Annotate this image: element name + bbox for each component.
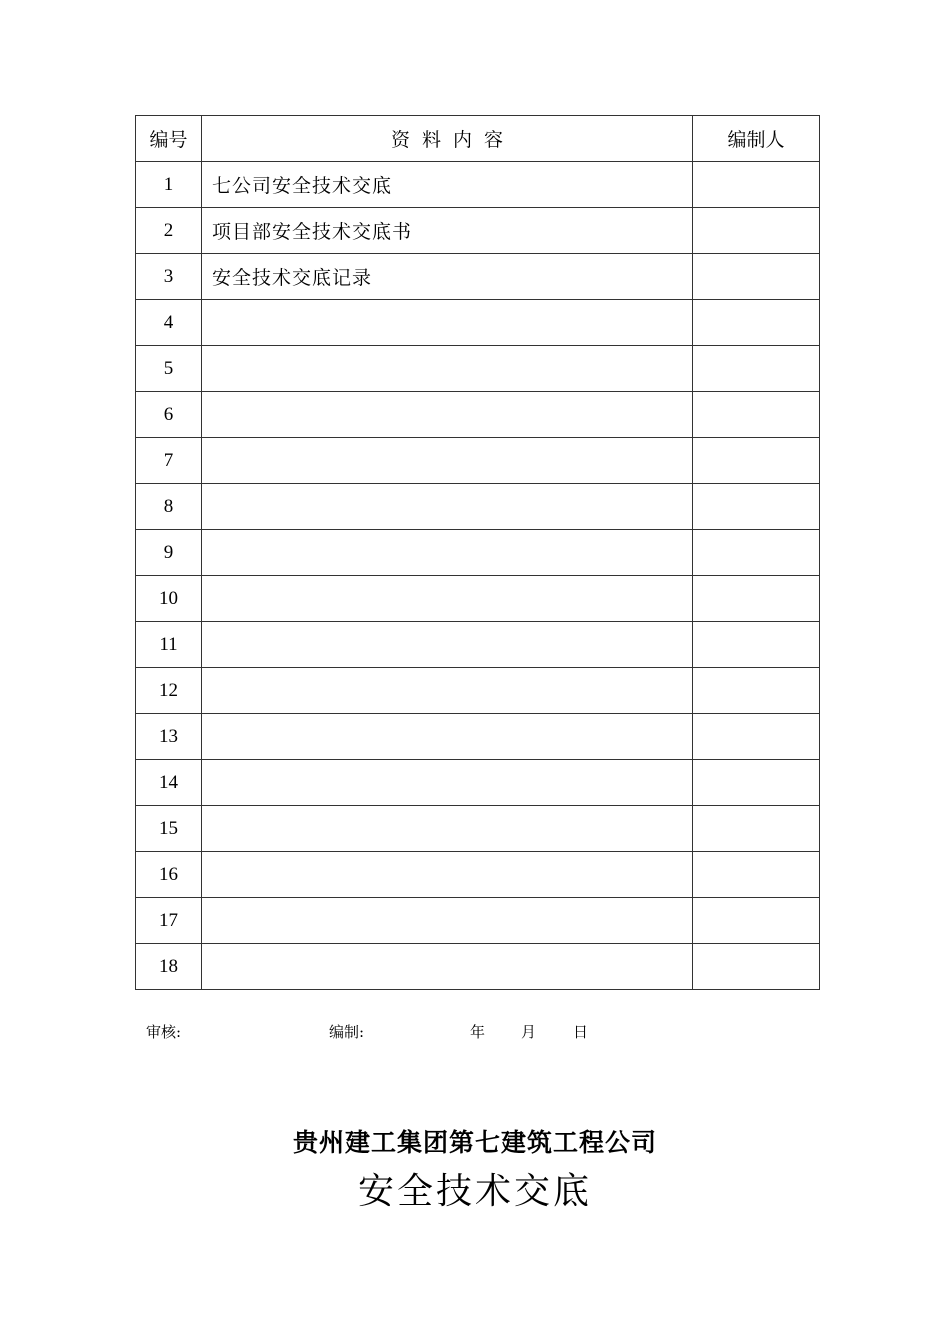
row-author [693, 392, 820, 438]
day-label: 日 [573, 1023, 589, 1041]
row-author [693, 806, 820, 852]
row-content [202, 852, 693, 898]
row-author [693, 162, 820, 208]
row-content: 七公司安全技术交底 [202, 162, 693, 208]
table-row [136, 300, 820, 346]
row-content [202, 714, 693, 760]
row-content [202, 346, 693, 392]
signature-line [146, 1021, 826, 1043]
row-number: 7 [136, 438, 202, 484]
row-author [693, 944, 820, 990]
document-index-table [135, 115, 820, 990]
document-title: 安全技术交底 [357, 1171, 592, 1212]
row-number: 12 [136, 668, 202, 714]
row-content [202, 622, 693, 668]
table-row [136, 944, 820, 990]
table-row [136, 346, 820, 392]
row-number: 14 [136, 760, 202, 806]
row-author [693, 714, 820, 760]
row-author [693, 438, 820, 484]
row-content [202, 898, 693, 944]
row-content: 安全技术交底记录 [202, 254, 693, 300]
table-row [136, 668, 820, 714]
row-content [202, 392, 693, 438]
header-author: 编制人 [693, 116, 820, 162]
company-name: 贵州建工集团第七建筑工程公司 [292, 1128, 657, 1157]
row-author [693, 760, 820, 806]
row-content [202, 944, 693, 990]
row-number: 9 [136, 530, 202, 576]
table-row [136, 208, 820, 254]
row-author [693, 300, 820, 346]
table-row [136, 852, 820, 898]
row-content: 项目部安全技术交底书 [202, 208, 693, 254]
table-row [136, 438, 820, 484]
table-row [136, 392, 820, 438]
table-body [136, 162, 820, 990]
table-row [136, 254, 820, 300]
row-author [693, 852, 820, 898]
row-author [693, 530, 820, 576]
row-number: 11 [136, 622, 202, 668]
row-number: 15 [136, 806, 202, 852]
review-label: 审核: [146, 1023, 182, 1041]
row-content [202, 530, 693, 576]
year-label: 年 [470, 1023, 486, 1041]
row-number: 16 [136, 852, 202, 898]
row-content [202, 760, 693, 806]
header-number: 编号 [136, 116, 202, 162]
row-author [693, 622, 820, 668]
table-row [136, 714, 820, 760]
row-author [693, 208, 820, 254]
row-number: 6 [136, 392, 202, 438]
row-content [202, 300, 693, 346]
row-number: 8 [136, 484, 202, 530]
row-number: 13 [136, 714, 202, 760]
row-number: 3 [136, 254, 202, 300]
row-number: 10 [136, 576, 202, 622]
table-row [136, 576, 820, 622]
row-author [693, 484, 820, 530]
row-number: 17 [136, 898, 202, 944]
row-author [693, 668, 820, 714]
row-number: 18 [136, 944, 202, 990]
row-content [202, 484, 693, 530]
table-row [136, 898, 820, 944]
row-content [202, 576, 693, 622]
row-author [693, 898, 820, 944]
row-content [202, 668, 693, 714]
row-author [693, 576, 820, 622]
table-header-row [136, 116, 820, 162]
header-content: 资料内容 [202, 116, 693, 162]
row-content [202, 438, 693, 484]
row-number: 4 [136, 300, 202, 346]
table-row [136, 530, 820, 576]
table-row [136, 162, 820, 208]
row-author [693, 346, 820, 392]
compile-label: 编制: [329, 1023, 365, 1041]
row-content [202, 806, 693, 852]
row-number: 2 [136, 208, 202, 254]
row-number: 1 [136, 162, 202, 208]
row-author [693, 254, 820, 300]
table-row [136, 806, 820, 852]
row-number: 5 [136, 346, 202, 392]
table-row [136, 760, 820, 806]
table-row [136, 622, 820, 668]
table-row [136, 484, 820, 530]
month-label: 月 [521, 1023, 537, 1041]
